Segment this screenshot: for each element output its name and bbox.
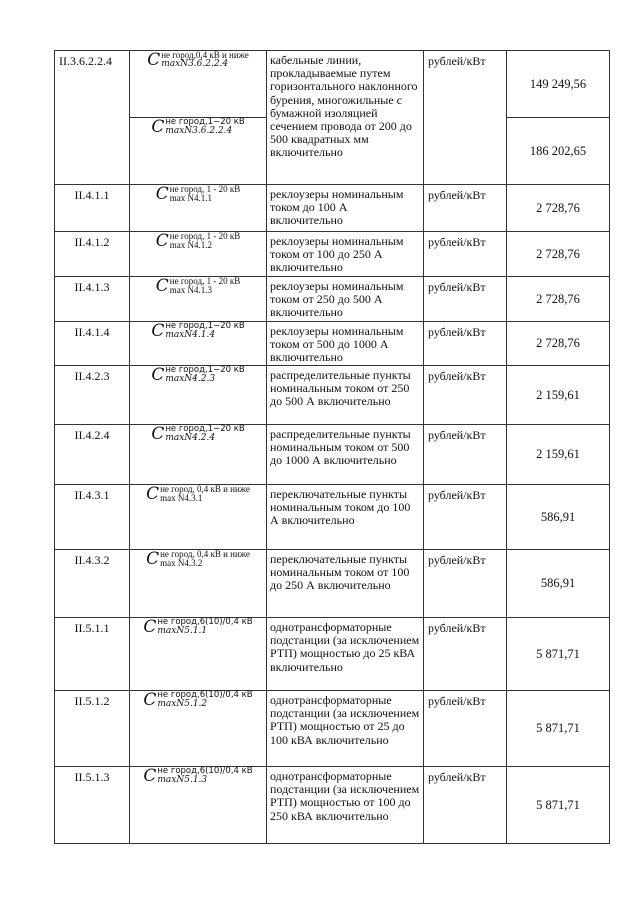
row-unit: рублей/кВт: [424, 618, 507, 691]
row-unit: рублей/кВт: [424, 185, 507, 232]
rate-symbol: C: [151, 320, 165, 341]
table-row: [55, 691, 610, 767]
row-value: 2 728,76: [507, 232, 610, 277]
rate-symbol: C: [151, 116, 165, 137]
row-unit: рублей/кВт: [424, 322, 507, 366]
rate-symbol-cell: [130, 322, 267, 366]
table-row: [55, 322, 610, 366]
table-row: [55, 550, 610, 618]
rate-symbol: C: [155, 275, 169, 296]
tariff-table: [54, 50, 610, 844]
row-description: реклоузеры номинальным током от 250 до 500 А включительно: [267, 277, 424, 322]
rate-symbol-cell: [130, 425, 267, 485]
rate-subscript: maxN3.6.2.2.4: [165, 125, 233, 136]
row-value: 5 871,71: [507, 767, 610, 844]
rate-symbol: C: [151, 364, 165, 385]
rate-superscript: не город,1−20 кВ: [165, 365, 245, 375]
rate-symbol-cell: [130, 185, 267, 232]
row-value: 149 249,56: [507, 51, 610, 118]
rate-symbol-cell: [130, 277, 267, 322]
row-description: реклоузеры номинальным током от 100 до 250 А включительно: [267, 232, 424, 277]
row-unit: рублей/кВт: [424, 691, 507, 767]
rate-symbol-cell: [130, 485, 267, 550]
row-description: кабельные линии, прокладываемые путем горизонтального наклонного бурения, многожильные с бумажной изоляцией сечением провода от 200 до 500 квадратных мм включительно: [267, 51, 424, 185]
row-code: II.5.1.2: [55, 691, 130, 767]
row-code: II.4.1.2: [55, 232, 130, 277]
row-value: 2 159,61: [507, 366, 610, 425]
rate-symbol: C: [143, 765, 157, 786]
rate-subscript: maxN4.1.4: [165, 329, 216, 340]
rate-symbol-cell: [130, 118, 267, 185]
rate-superscript: не город, 0,4 кВ и ниже: [160, 484, 250, 494]
table-row: [55, 185, 610, 232]
row-unit: рублей/кВт: [424, 767, 507, 844]
rate-symbol-cell: [130, 691, 267, 767]
rate-symbol-cell: [130, 366, 267, 425]
rate-superscript: не город,1−20 кВ: [165, 117, 245, 127]
row-description: однотрансформаторные подстанции (за исключением РТП) мощностью от 25 до 100 кВА включительно: [267, 691, 424, 767]
row-value: 2 728,76: [507, 322, 610, 366]
row-code: II.5.1.1: [55, 618, 130, 691]
row-code: II.4.1.1: [55, 185, 130, 232]
row-unit: рублей/кВт: [424, 366, 507, 425]
table-row: [55, 425, 610, 485]
row-code: II.4.2.3: [55, 366, 130, 425]
rate-subscript: max N4.3.2: [160, 558, 203, 569]
rate-superscript: не город,0,4 кВ и ниже: [161, 50, 249, 60]
row-code: II.4.1.4: [55, 322, 130, 366]
table-row: [55, 618, 610, 691]
rate-subscript: maxN5.1.3: [157, 774, 208, 785]
row-value: 586,91: [507, 550, 610, 618]
rate-subscript: maxN5.1.1: [157, 625, 208, 636]
row-description: однотрансформаторные подстанции (за исключением РТП) мощностью до 25 кВА включительно: [267, 618, 424, 691]
rate-symbol-cell: [130, 767, 267, 844]
rate-superscript: не город, 1 - 20 кВ: [169, 184, 241, 194]
rate-subscript: max N4.3.1: [160, 493, 203, 504]
rate-symbol: C: [146, 548, 160, 569]
rate-symbol-cell: [130, 232, 267, 277]
row-value: 586,91: [507, 485, 610, 550]
row-unit: рублей/кВт: [424, 550, 507, 618]
row-unit: рублей/кВт: [424, 232, 507, 277]
rate-superscript: не город,6(10)/0,4 кВ: [157, 766, 253, 776]
rate-superscript: не город, 1 - 20 кВ: [169, 231, 241, 241]
rate-subscript: maxN5.1.2: [157, 698, 208, 709]
row-value: 186 202,65: [507, 118, 610, 185]
rate-subscript: max N4.1.3: [169, 285, 213, 296]
row-description: распределительные пункты номинальным током от 250 до 500 А включительно: [267, 366, 424, 425]
rate-superscript: не город, 0,4 кВ и ниже: [160, 549, 250, 559]
row-code: II.5.1.3: [55, 767, 130, 844]
row-value: 2 728,76: [507, 185, 610, 232]
rate-symbol: C: [155, 183, 169, 204]
table-row: [55, 485, 610, 550]
table-row: [55, 51, 610, 118]
table-row: [55, 767, 610, 844]
row-code: II.4.3.1: [55, 485, 130, 550]
row-code: II.4.2.4: [55, 425, 130, 485]
rate-symbol-cell: [130, 550, 267, 618]
rate-subscript: maxN4.2.4: [165, 432, 216, 443]
rate-superscript: не город,1−20 кВ: [165, 321, 245, 331]
row-unit: рублей/кВт: [424, 277, 507, 322]
rate-symbol-cell: [130, 51, 267, 118]
row-description: реклоузеры номинальным током от 500 до 1000 А включительно: [267, 322, 424, 366]
row-unit: рублей/кВт: [424, 425, 507, 485]
table-row: [55, 277, 610, 322]
rate-subscript: max N4.1.1: [169, 193, 213, 204]
rate-symbol: C: [147, 49, 161, 70]
rate-symbol: C: [155, 230, 169, 251]
row-value: 2 159,61: [507, 425, 610, 485]
row-description: переключательные пункты номинальным током от 100 до 250 А включительно: [267, 550, 424, 618]
table-row: [55, 232, 610, 277]
rate-subscript: maxN4.2.3: [165, 373, 216, 384]
row-unit: рублей/кВт: [424, 485, 507, 550]
rate-symbol: C: [151, 423, 165, 444]
row-value: 5 871,71: [507, 618, 610, 691]
rate-symbol: C: [146, 483, 160, 504]
row-code: II.3.6.2.2.4: [55, 51, 130, 185]
table-row: [55, 366, 610, 425]
rate-symbol-cell: [130, 618, 267, 691]
row-description: распределительные пункты номинальным током от 500 до 1000 А включительно: [267, 425, 424, 485]
rate-superscript: не город,1−20 кВ: [165, 424, 245, 434]
row-code: II.4.1.3: [55, 277, 130, 322]
rate-symbol: C: [143, 689, 157, 710]
row-value: 5 871,71: [507, 691, 610, 767]
rate-superscript: не город, 1 - 20 кВ: [169, 276, 241, 286]
row-unit: рублей/кВт: [424, 51, 507, 185]
row-value: 2 728,76: [507, 277, 610, 322]
row-description: реклоузеры номинальным током до 100 А включительно: [267, 185, 424, 232]
rate-superscript: не город,6(10)/0,4 кВ: [157, 690, 253, 700]
rate-symbol: C: [143, 616, 157, 637]
row-code: II.4.3.2: [55, 550, 130, 618]
rate-subscript: max N4.1.2: [169, 240, 213, 251]
row-description: однотрансформаторные подстанции (за исключением РТП) мощностью от 100 до 250 кВА включительно: [267, 767, 424, 844]
rate-subscript: maxN3.6.2.2.4: [161, 59, 229, 70]
row-description: переключательные пункты номинальным током до 100 А включительно: [267, 485, 424, 550]
rate-superscript: не город,6(10)/0,4 кВ: [157, 617, 253, 627]
